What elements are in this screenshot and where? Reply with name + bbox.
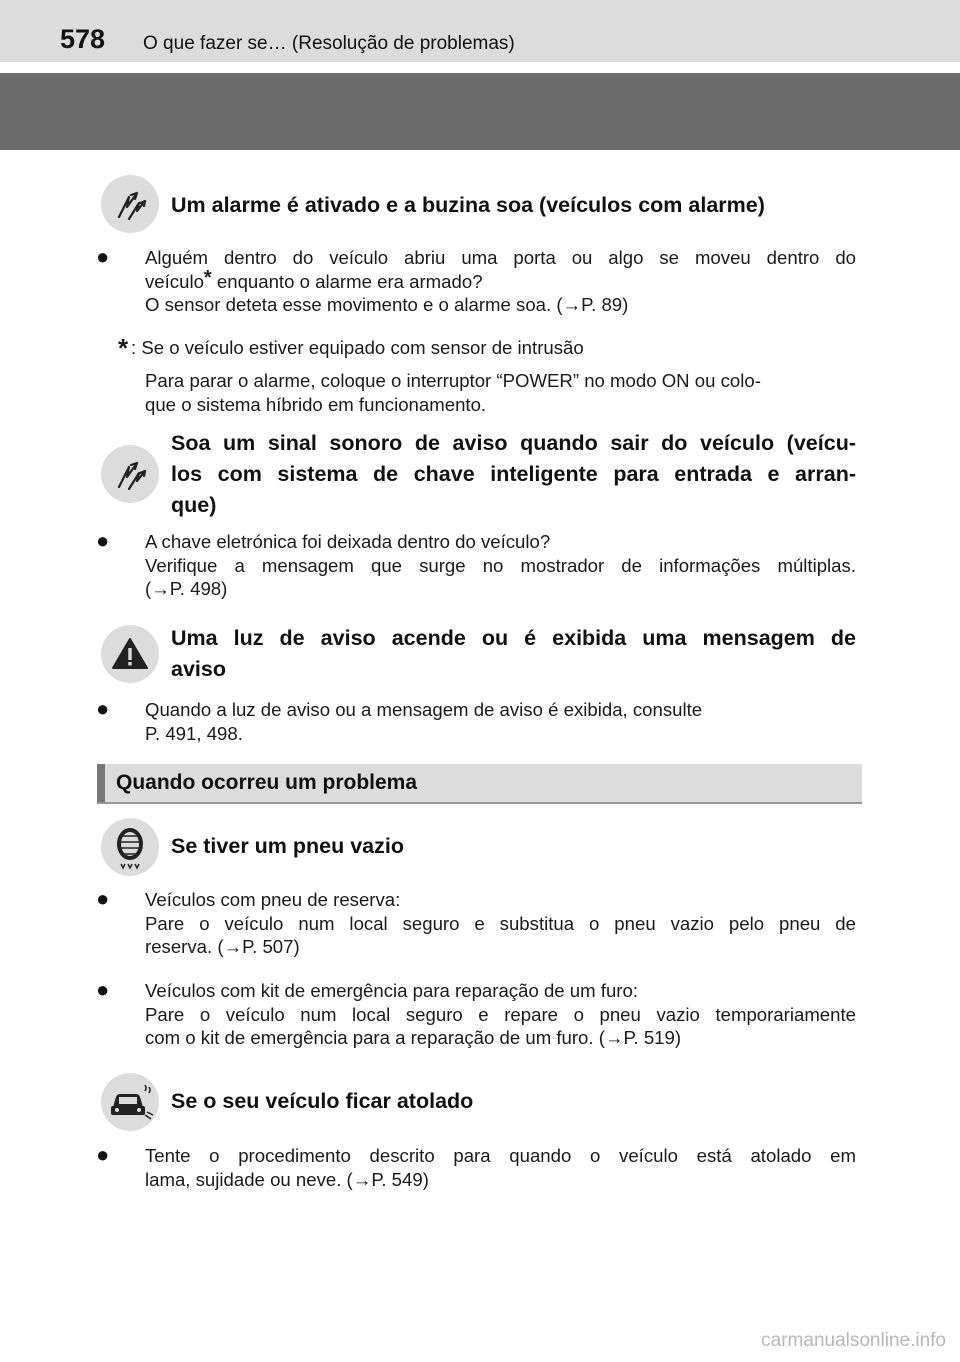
watermark: carmanualsonline.info (761, 1330, 946, 1351)
bullet-glyph: ● (96, 696, 110, 721)
text-line: lama, sujidade ou neve. (→P. 549) (145, 1168, 429, 1190)
section-title-warning (171, 623, 856, 685)
text-line: enquanto o alarme era armado? (211, 270, 483, 292)
bullet-text-spare (145, 888, 856, 959)
tire-icon (101, 818, 159, 876)
footnote-detail (145, 369, 856, 416)
section-title-key-signal (171, 428, 856, 521)
text-line: com o kit de emergência para a reparação de um furo. (→P. 519) (145, 1027, 682, 1048)
text-line: Verifique a mensagem que surge no mostrador de informações múltiplas. (145, 554, 856, 576)
bullet-text-stuck (145, 1144, 856, 1191)
warning-triangle-icon (101, 625, 159, 683)
text-line: O sensor deteta esse movimento e o alarme soa. (→P. 89) (145, 294, 629, 315)
running-title: O que fazer se… (Resolução de problemas) (143, 33, 515, 54)
section-title-alarm: Um alarme é ativado e a buzina soa (veículos com alarme) (171, 193, 765, 217)
bullet-text-alarm (145, 246, 856, 317)
footnote-star: * (203, 266, 212, 289)
bullet-text-repair-kit (145, 979, 856, 1050)
text-line: veículo (145, 270, 204, 292)
text-line: P. 491, 498. (145, 722, 243, 744)
text-line: Alguém dentro do veículo abriu uma porta ou algo se moveu dentro do (145, 247, 856, 268)
bullet-glyph: ● (96, 244, 110, 269)
text-line: Veículos com pneu de reserva: (145, 889, 401, 910)
text-line: reserva. (→P. 507) (145, 936, 300, 957)
text-line: Pare o veículo num local seguro e repare o pneu vazio temporariamente (145, 1003, 856, 1025)
section-header-bar (97, 764, 862, 802)
lightning-icon (101, 175, 159, 233)
text-line: Pare o veículo num local seguro e substitua o pneu vazio pelo pneu de (145, 912, 856, 934)
bullet-glyph: ● (96, 528, 110, 553)
section-header-title: Quando ocorreu um problema (116, 771, 418, 794)
section-title-flat-tire: Se tiver um pneu vazio (171, 834, 404, 858)
text-line: que o sistema híbrido em funcionamento. (145, 393, 487, 415)
page-number: 578 (60, 24, 106, 54)
text-line: Veículos com kit de emergência para reparação de um furo: (145, 980, 638, 1001)
title-line: que) (171, 493, 217, 517)
bullet-glyph: ● (96, 1142, 110, 1167)
text-line: Quando a luz de aviso ou a mensagem de aviso é exibida, consulte (145, 699, 703, 720)
text-line: (→P. 498) (145, 578, 228, 599)
chapter-band (0, 73, 960, 150)
footnote-star: * (118, 333, 129, 363)
title-line: aviso (171, 657, 226, 681)
text-line: Tente o procedimento descrito para quando o veículo está atolado em (145, 1145, 856, 1166)
bullet-text-key (145, 530, 856, 601)
bullet-text-warning (145, 698, 856, 745)
bullet-glyph: ● (96, 886, 110, 911)
text-line: A chave eletrónica foi deixada dentro do veículo? (145, 531, 551, 552)
text-line: Para parar o alarme, coloque o interruptor “POWER” no modo ON ou colo- (145, 370, 761, 391)
title-line: Soa um sinal sonoro de aviso quando sair do veículo (veícu- (171, 431, 856, 455)
section-title-stuck: Se o seu veículo ficar atolado (171, 1089, 474, 1113)
title-line: los com sistema de chave inteligente para entrada e arran- (171, 462, 856, 486)
lightning-icon (101, 445, 159, 503)
stuck-car-icon (101, 1073, 159, 1131)
footnote-text: : Se o veículo estiver equipado com sensor de intrusão (131, 337, 584, 358)
title-line: Uma luz de aviso acende ou é exibida uma mensagem de (171, 626, 856, 650)
bullet-glyph: ● (96, 977, 110, 1002)
